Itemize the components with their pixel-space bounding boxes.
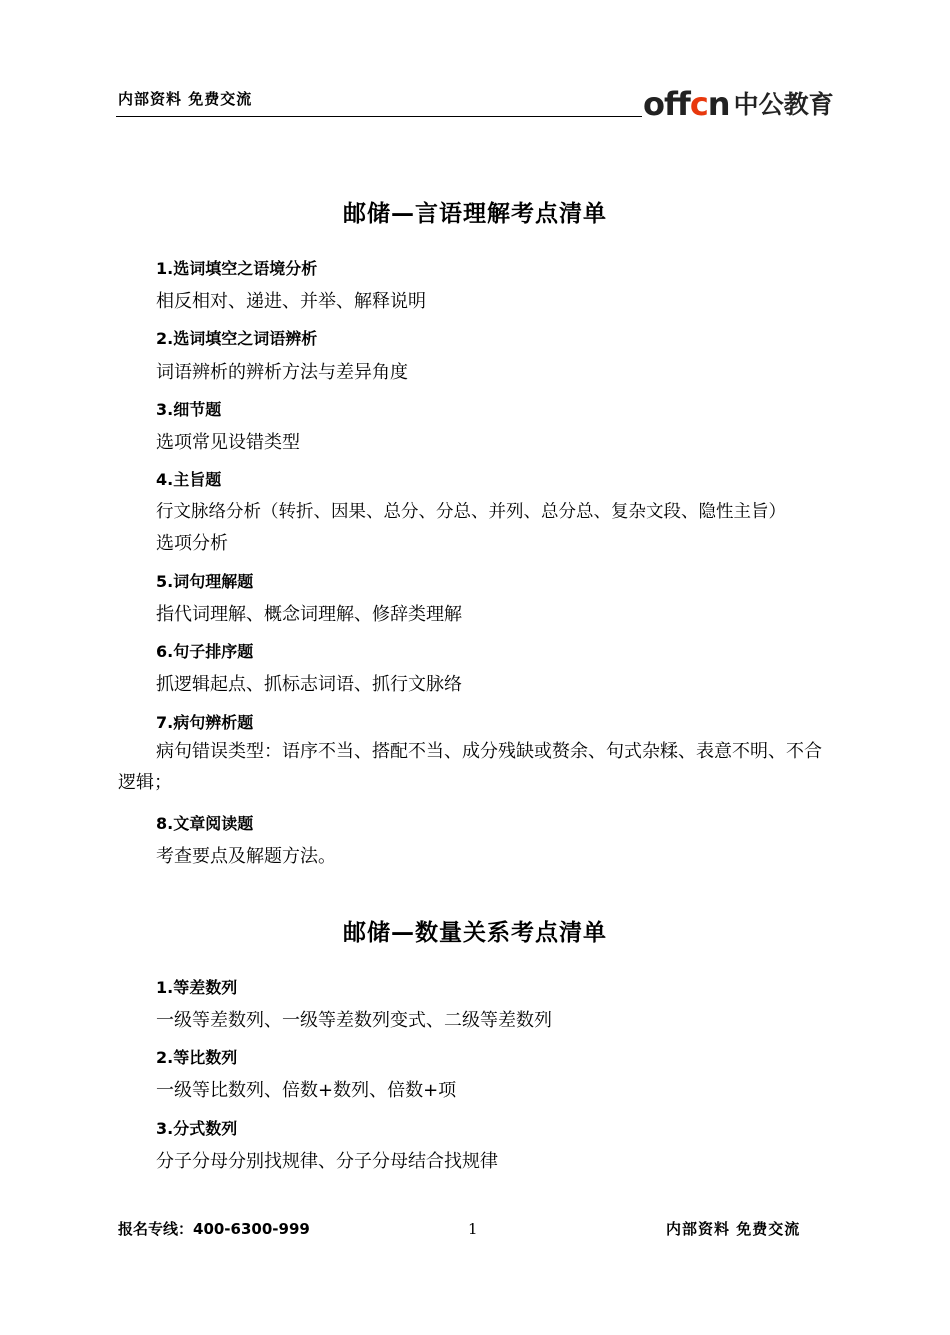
item-title: 1.选词填空之语境分析 [156,259,318,278]
header-rule [116,116,642,117]
offcn-logo [643,80,834,123]
item-title: 6.句子排序题 [156,642,254,661]
item-desc: 病句错误类型：语序不当、搭配不当、成分残缺或赘余、句式杂糅、表意不明、不合逻辑； [118,741,822,793]
footer-hotline: 报名专线：400-6300-999 [118,1220,310,1238]
item-title: 4.主旨题 [156,470,222,489]
item-title: 1.等差数列 [156,978,238,997]
page-number: 1 [468,1220,478,1238]
logo-prefix: off [643,85,690,123]
item-desc: 一级等比数列、倍数+数列、倍数+项 [156,1080,457,1101]
item-title: 3.分式数列 [156,1119,238,1138]
section-title-quantitative: 邮储—数量关系考点清单 [343,920,607,946]
item-desc: 选项常见设错类型 [156,432,300,453]
item-desc: 抓逻辑起点、抓标志词语、抓行文脉络 [156,674,462,695]
item-desc: 词语辨析的辨析方法与差异角度 [156,362,408,383]
item-title: 8.文章阅读题 [156,814,254,833]
item-title: 5.词句理解题 [156,572,254,591]
item-desc: 相反相对、递进、并举、解释说明 [156,291,426,312]
footer-note: 内部资料 免费交流 [666,1220,801,1238]
logo-accent: c [689,85,708,123]
item-title: 2.等比数列 [156,1048,238,1067]
logo-wordmark [643,85,730,123]
header-note: 内部资料 免费交流 [118,90,253,108]
item-desc: 行文脉络分析（转折、因果、总分、分总、并列、总分总、复杂文段、隐性主旨） [156,502,786,522]
section-title-verbal: 邮储—言语理解考点清单 [343,201,607,227]
logo-suffix: n [707,85,730,123]
item-title: 7.病句辨析题 [156,713,254,732]
logo-chinese: 中公教育 [733,90,834,119]
item-desc: 一级等差数列、一级等差数列变式、二级等差数列 [156,1010,552,1031]
item-desc: 分子分母分别找规律、分子分母结合找规律 [156,1151,498,1172]
item-desc: 选项分析 [156,533,228,554]
item-title: 3.细节题 [156,400,222,419]
item-desc: 考查要点及解题方法。 [156,846,336,867]
item-desc: 指代词理解、概念词理解、修辞类理解 [156,604,462,625]
item-title: 2.选词填空之词语辨析 [156,329,318,348]
